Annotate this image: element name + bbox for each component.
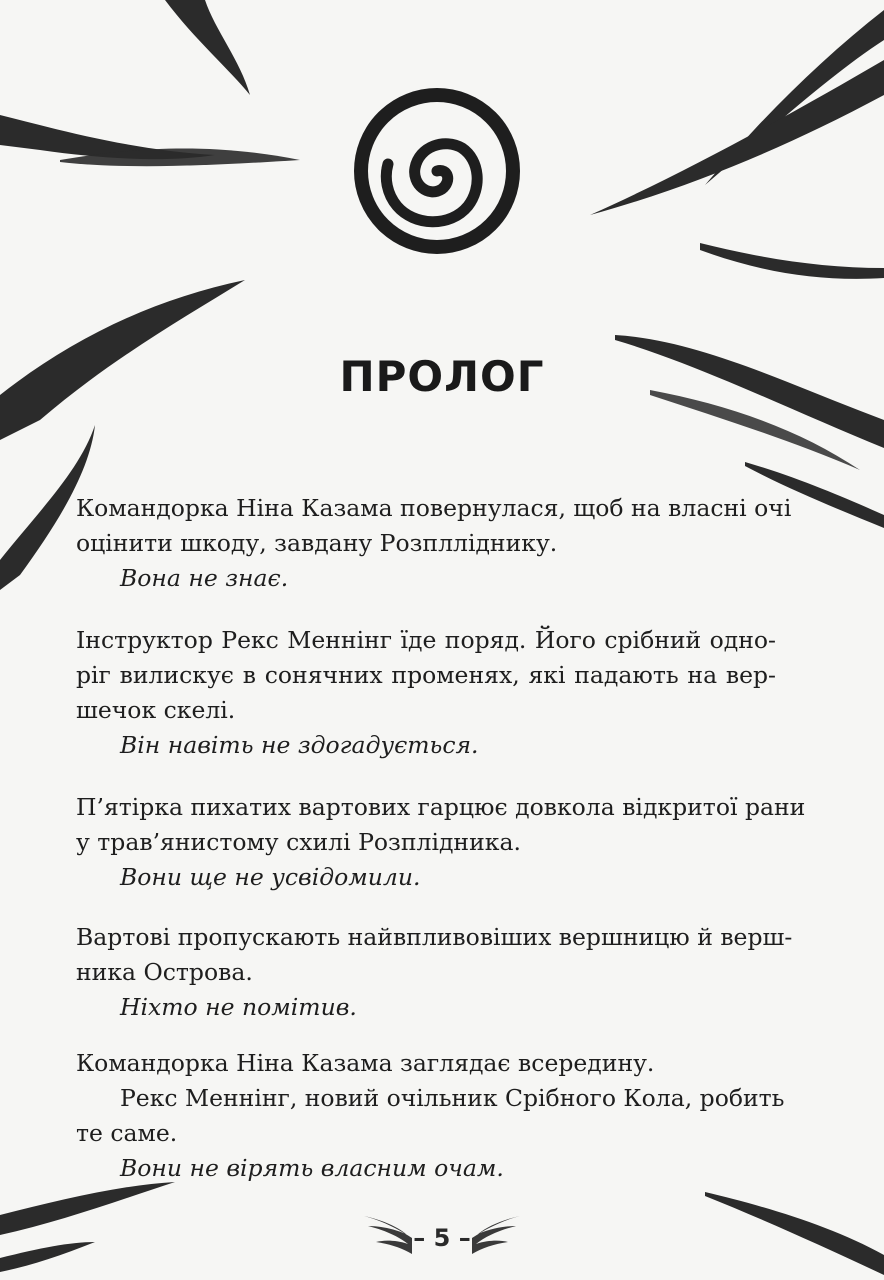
paragraph-1 bbox=[76, 491, 792, 596]
text-line: оцінити шкоду, завдану Розплліднику. bbox=[76, 529, 558, 557]
text-line: ріг вилискує в сонячних променях, які падають на вер- bbox=[76, 661, 776, 689]
spiral-circle-emblem bbox=[352, 86, 522, 256]
text-line: Вартові пропускають найвпливовіших вершницю й верш- bbox=[76, 923, 793, 951]
italic-line: Вони ще не усвідомили. bbox=[120, 863, 421, 891]
text-line: П’ятірка пихатих вартових гарцює довкола відкритої рани bbox=[76, 793, 806, 821]
text-line: ника Острова. bbox=[76, 958, 253, 986]
text-line: Командорка Ніна Казама заглядає всередину. bbox=[76, 1049, 655, 1077]
italic-line: Ніхто не помітив. bbox=[120, 993, 357, 1021]
text-line: у трав’янистому схилі Розплідника. bbox=[76, 828, 521, 856]
paragraph-3 bbox=[76, 790, 806, 895]
text-line: Інструктор Рекс Меннінг їде поряд. Його срібний одно- bbox=[76, 626, 776, 654]
text-line: Рекс Меннінг, новий очільник Срібного Кола, робить bbox=[120, 1084, 785, 1112]
italic-line: Він навіть не здогадується. bbox=[120, 731, 479, 759]
chapter-title: ПРОЛОГ bbox=[339, 352, 545, 401]
text-line: те саме. bbox=[76, 1119, 178, 1147]
page-number: – 5 – bbox=[413, 1224, 471, 1252]
paragraph-5 bbox=[76, 1046, 785, 1186]
paragraph-2 bbox=[76, 623, 776, 763]
italic-line: Вона не знає. bbox=[120, 564, 289, 592]
page-footer bbox=[362, 1198, 522, 1270]
text-line: шечок скелі. bbox=[76, 696, 236, 724]
text-line: Командорка Ніна Казама повернулася, щоб на власні очі bbox=[76, 494, 792, 522]
paragraph-4 bbox=[76, 920, 793, 1025]
italic-line: Вони не вірять власним очам. bbox=[120, 1154, 504, 1182]
